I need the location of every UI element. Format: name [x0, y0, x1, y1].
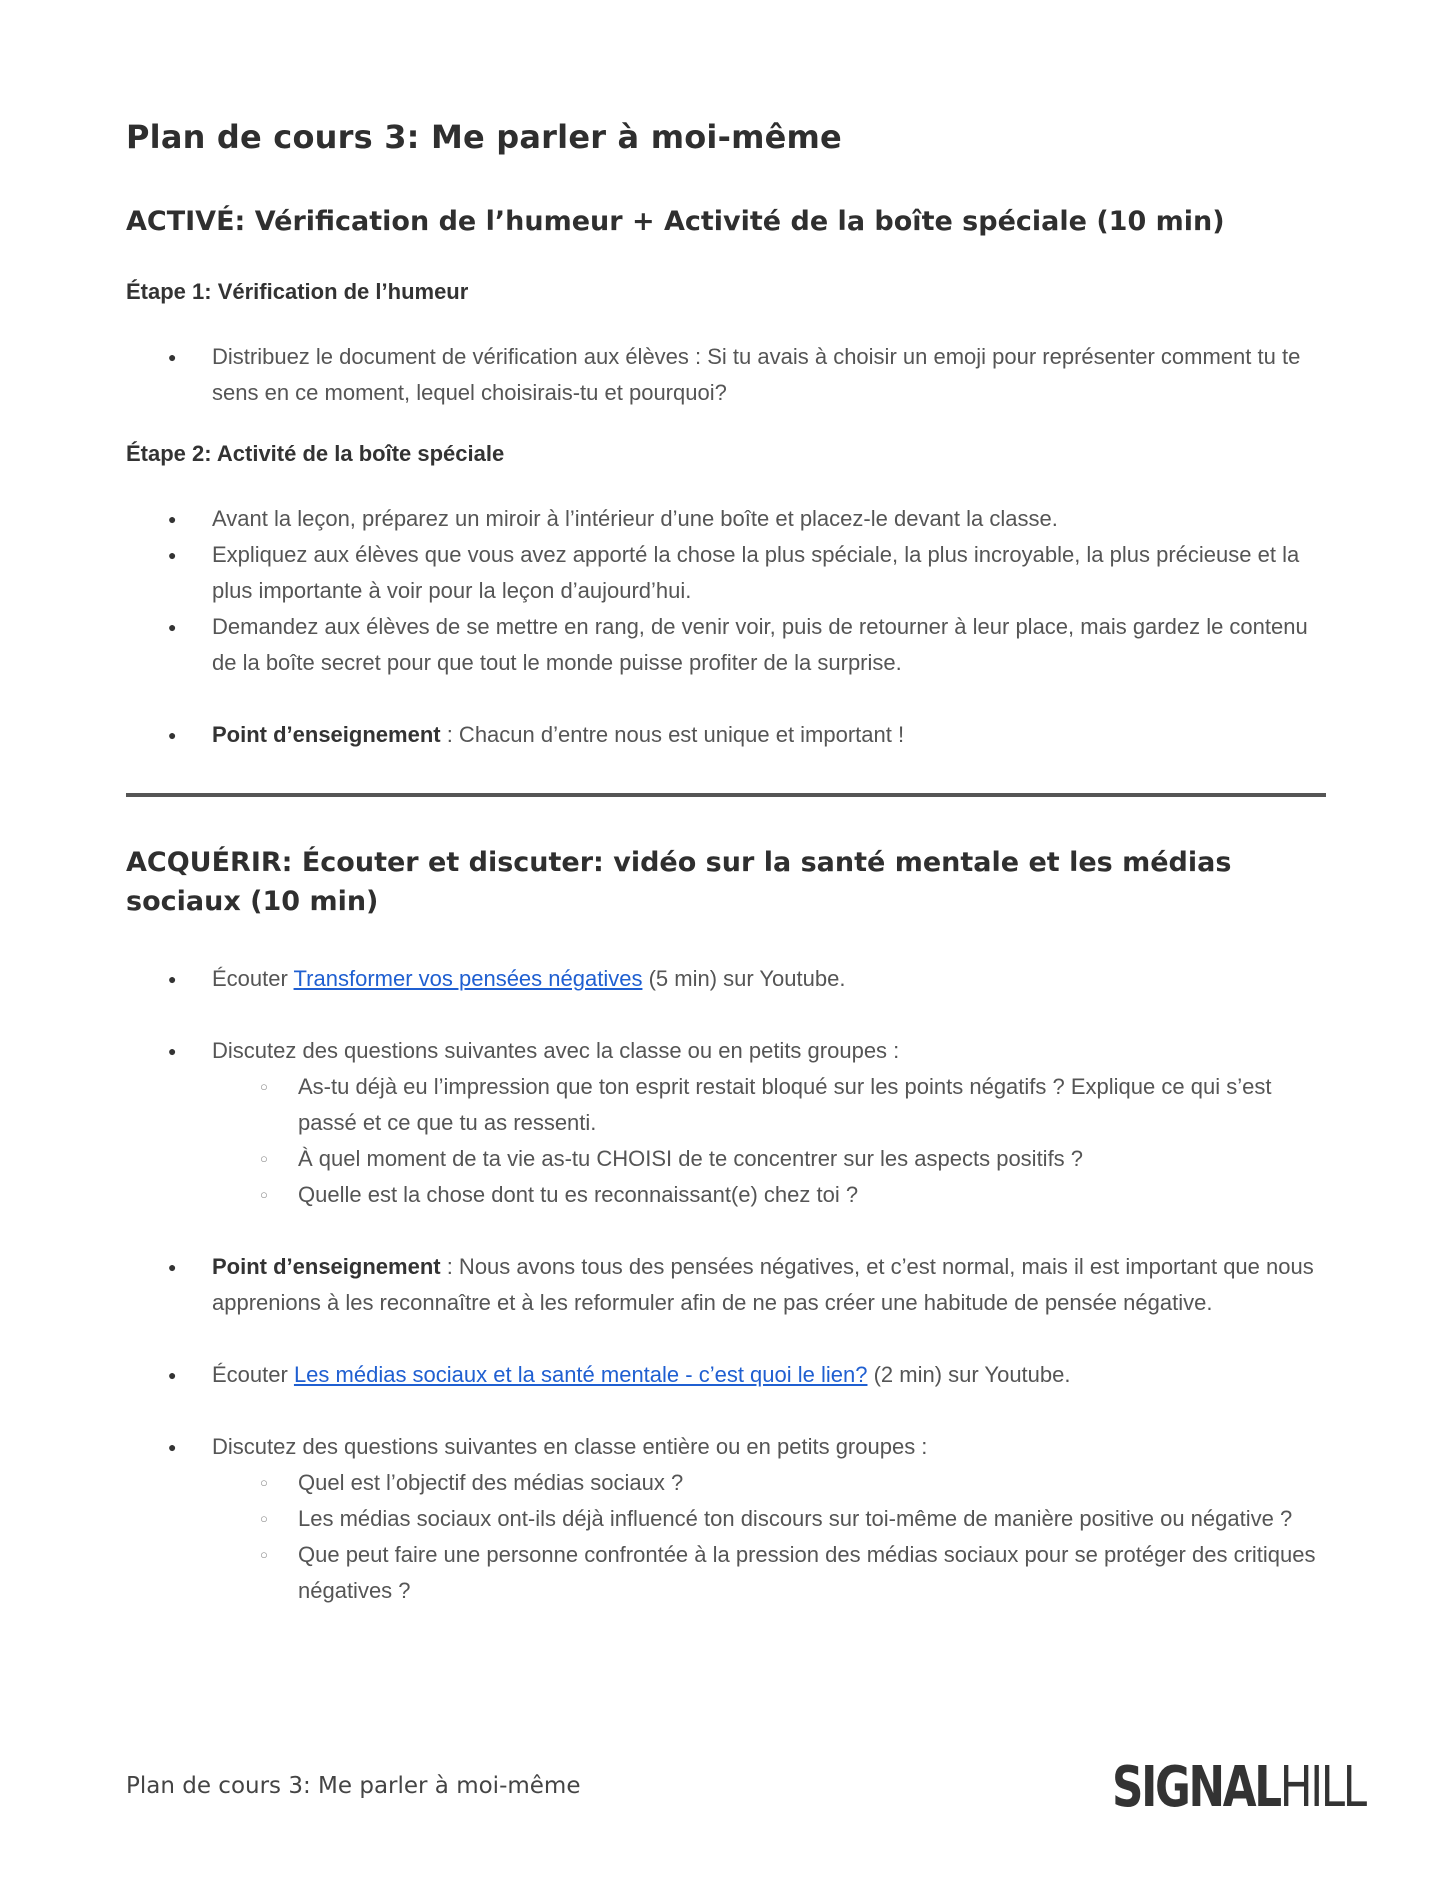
video-2-suffix: (2 min) sur Youtube.	[867, 1362, 1071, 1387]
list-item: ● Demandez aux élèves de se mettre en rang, de venir voir, puis de retourner à leur place, mais gardez le contenu de la boîte secret pour que tout le monde puisse profiter de la surprise.	[212, 609, 1326, 681]
discussion-2-questions	[212, 1465, 1326, 1609]
video-2-item	[212, 1357, 1326, 1393]
question-item: ○ As-tu déjà eu l’impression que ton esprit restait bloqué sur les points négatifs ? Explique ce qui s’est passé et ce que tu as ressenti.	[298, 1069, 1326, 1141]
video-1-item	[212, 961, 1326, 997]
discussion-1-item	[212, 1033, 1326, 1213]
discussion-1-intro: Discutez des questions suivantes avec la classe ou en petits groupes :	[212, 1038, 900, 1063]
section-heading-active: ACTIVÉ: Vérification de l’humeur + Activité de la boîte spéciale (10 min)	[126, 206, 1225, 237]
logo-light-part: HILL	[1279, 1755, 1365, 1820]
list-item: ● Expliquez aux élèves que vous avez apporté la chose la plus spéciale, la plus incroyable, la plus précieuse et la plus importante à voir pour la leçon d’aujourd’hui.	[212, 537, 1326, 609]
discussion-2-item	[212, 1429, 1326, 1609]
logo-bold-part: SIGNAL	[1112, 1755, 1280, 1820]
video-1-link[interactable]: Transformer vos pensées négatives	[293, 966, 643, 991]
page-content	[126, 118, 1326, 1639]
teaching-point-text: : Chacun d’entre nous est unique et important !	[440, 722, 905, 747]
question-item: ○ Quel est l’objectif des médias sociaux ?	[298, 1465, 1326, 1501]
step-1-list	[126, 339, 1326, 411]
section-heading-acquire: ACQUÉRIR: Écouter et discuter: vidéo sur la santé mentale et les médias sociaux (10 min)	[126, 847, 1232, 917]
discussion-1-questions	[212, 1069, 1326, 1213]
question-item: ○ Quelle est la chose dont tu es reconnaissant(e) chez toi ?	[298, 1177, 1326, 1213]
step-2-list	[126, 501, 1326, 753]
teaching-point-text: : Nous avons tous des pensées négatives, et c’est normal, mais il est important que nous apprenions à les reconnaître et à les reformuler afin de ne pas créer une habitude de pensée négative.	[212, 1254, 1314, 1315]
teaching-point-label: Point d’enseignement	[212, 1254, 441, 1279]
question-item: ○ À quel moment de ta vie as-tu CHOISI de te concentrer sur les aspects positifs ?	[298, 1141, 1326, 1177]
acquire-list	[126, 961, 1326, 1609]
teaching-point-item	[212, 717, 1326, 753]
teaching-point-label: Point d’enseignement	[212, 722, 441, 747]
step-2-heading: Étape 2: Activité de la boîte spéciale	[126, 441, 505, 466]
page-title: Plan de cours 3: Me parler à moi-même	[126, 118, 842, 156]
step-1-heading: Étape 1: Vérification de l’humeur	[126, 279, 469, 304]
video-2-prefix: Écouter	[212, 1362, 294, 1387]
list-item: ● Distribuez le document de vérification aux élèves : Si tu avais à choisir un emoji pour représenter comment tu te sens en ce moment, lequel choisirais-tu et pourquoi?	[212, 339, 1326, 411]
section-divider	[126, 793, 1326, 797]
discussion-2-intro: Discutez des questions suivantes en classe entière ou en petits groupes :	[212, 1434, 928, 1459]
list-item: ● Avant la leçon, préparez un miroir à l’intérieur d’une boîte et placez-le devant la classe.	[212, 501, 1326, 537]
video-1-prefix: Écouter	[212, 966, 294, 991]
signalhill-logo	[1112, 1755, 1365, 1820]
video-2-link[interactable]: Les médias sociaux et la santé mentale - c’est quoi le lien?	[293, 1362, 868, 1387]
question-item: ○ Que peut faire une personne confrontée à la pression des médias sociaux pour se protéger des critiques négatives ?	[298, 1537, 1326, 1609]
footer-title: Plan de cours 3: Me parler à moi-même	[126, 1773, 581, 1799]
question-item: ○ Les médias sociaux ont-ils déjà influencé ton discours sur toi-même de manière positive ou négative ?	[298, 1501, 1326, 1537]
video-1-suffix: (5 min) sur Youtube.	[642, 966, 846, 991]
teaching-point-item	[212, 1249, 1326, 1321]
